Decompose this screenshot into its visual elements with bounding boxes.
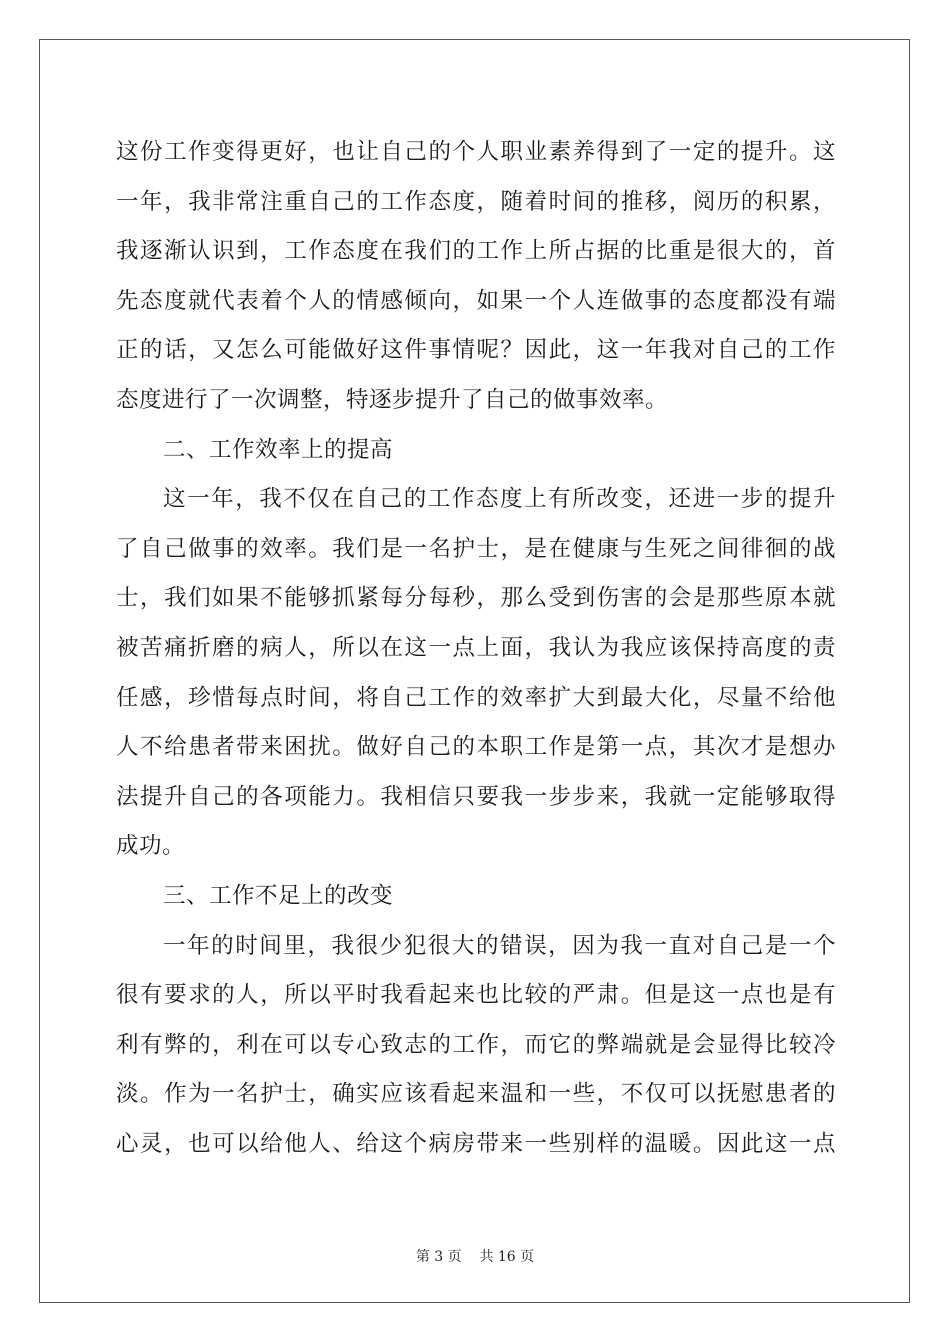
text-line: 法提升自己的各项能力。我相信只要我一步步来，我就一定能够取得 — [116, 783, 836, 810]
text-line: 先态度就代表着个人的情感倾向，如果一个人连做事的态度都没有端 — [116, 287, 836, 314]
text-line: 淡。作为一名护士，确实应该看起来温和一些，不仅可以抚慰患者的 — [116, 1081, 836, 1108]
text-line: 人不给患者带来困扰。做好自己的本职工作是第一点，其次才是想办 — [116, 734, 836, 761]
text-line: 了自己做事的效率。我们是一名护士，是在健康与生死之间徘徊的战 — [116, 535, 836, 562]
text-line: 态度进行了一次调整，特逐步提升了自己的做事效率。 — [116, 386, 669, 413]
page-number: 第 3 页 — [415, 1249, 462, 1265]
text-line: 被苦痛折磨的病人，所以在这一点上面，我认为我应该保持高度的责 — [116, 634, 836, 661]
page-total: 共 16 页 — [479, 1249, 535, 1265]
text-line: 正的话，又怎么可能做好这件事情呢？因此，这一年我对自己的工作 — [116, 337, 836, 364]
text-line: 利有弊的，利在可以专心致志的工作，而它的弊端就是会显得比较冷 — [116, 1031, 836, 1058]
document-body — [116, 128, 836, 1169]
text-line: 这份工作变得更好，也让自己的个人职业素养得到了一定的提升。这 — [116, 139, 836, 165]
section-heading: 二、工作效率上的提高 — [163, 436, 394, 463]
text-line: 任感，珍惜每点时间，将自己工作的效率扩大到最大化，尽量不给他 — [116, 684, 836, 711]
text-line: 一年的时间里，我很少犯很大的错误，因为我一直对自己是一个 — [163, 932, 836, 959]
section-heading: 三、工作不足上的改变 — [163, 882, 394, 909]
text-line: 成功。 — [116, 833, 186, 860]
page-footer — [0, 1246, 950, 1266]
text-line: 这一年，我不仅在自己的工作态度上有所改变，还进一步的提升 — [163, 486, 836, 513]
text-line: 心灵，也可以给他人、给这个病房带来一些别样的温暖。因此这一点 — [116, 1130, 836, 1157]
text-line: 很有要求的人，所以平时我看起来也比较的严肃。但是这一点也是有 — [116, 982, 836, 1009]
text-line: 我逐渐认识到，工作态度在我们的工作上所占据的比重是很大的，首 — [116, 238, 836, 265]
text-line: 一年，我非常注重自己的工作态度，随着时间的推移，阅历的积累， — [116, 188, 836, 215]
text-line: 士，我们如果不能够抓紧每分每秒，那么受到伤害的会是那些原本就 — [116, 585, 836, 612]
